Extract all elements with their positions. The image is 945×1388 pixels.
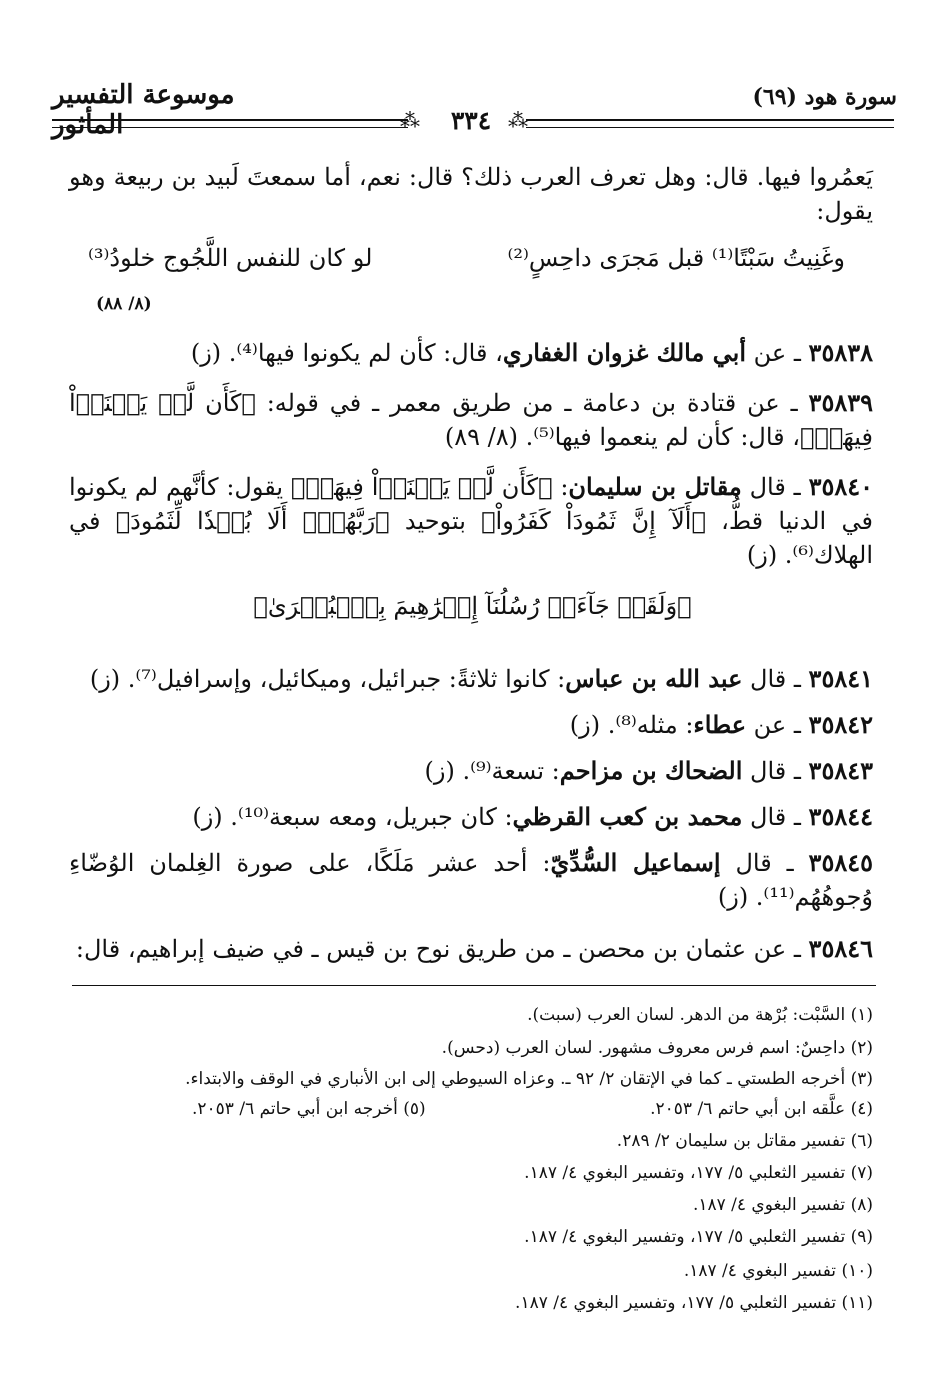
poem-hemistich-second: لو كان للنفس اللَّجُوج خلودُ⁽³⁾: [88, 244, 373, 272]
entry-text: : مثله⁽⁸⁾. (ز): [569, 711, 694, 739]
narrator-name: إسماعيل السُّدِّيّ: [550, 848, 721, 877]
entry-number: ٣٥٨٤٥: [808, 848, 873, 877]
footnote-9: (٩) تفسير الثعلبي ٥/ ١٧٧، وتفسير البغوي ٤/ ١٨٧.: [524, 1227, 873, 1247]
header-ornament-left: ⁂: [400, 108, 420, 132]
entry-text: : كان جبريل، ومعه سبعة⁽¹⁰⁾. (ز): [192, 803, 513, 831]
entry-35843: [69, 754, 873, 788]
page-number: ٣٣٤: [450, 106, 492, 135]
header-rule-left: [52, 119, 408, 128]
entry-intro: ـ قال: [720, 849, 809, 877]
footnote-8: (٨) تفسير البغوي ٤/ ١٨٧.: [692, 1195, 873, 1215]
poem-hemistich-first: وغَنِيتُ سَبْتًا⁽¹⁾ قبل مَجرَى داحِسٍ⁽²⁾: [507, 244, 845, 272]
entry-intro: ـ قال: [742, 803, 809, 831]
surah-title: سورة هود (٦٩): [752, 84, 897, 110]
entry-intro: ـ قال: [742, 665, 809, 693]
footnote-divider: [72, 985, 876, 986]
footnote-7: (٧) تفسير الثعلبي ٥/ ١٧٧، وتفسير البغوي ٤/ ١٨٧.: [524, 1163, 873, 1183]
footnote-11: (١١) تفسير الثعلبي ٥/ ١٧٧، وتفسير البغوي ٤/ ١٨٧.: [515, 1293, 873, 1313]
footnote-4: (٤) علَّقه ابن أبي حاتم ٦/ ٢٠٥٣.: [650, 1099, 873, 1119]
entry-text: عثمان بن محصن ـ من طريق نوح بن قيس ـ في ضيف إبراهيم، قال:: [75, 935, 747, 963]
footnote-5: (٥) أخرجه ابن أبي حاتم ٦/ ٢٠٥٣.: [192, 1099, 426, 1119]
entry-35846: [69, 932, 873, 966]
poem-reference: (٨/ ٨٨): [96, 294, 152, 314]
narrator-name: مقاتل بن سليمان: [568, 472, 742, 501]
entry-text: قتادة بن دعامة ـ من طريق معمر ـ في قوله: ﴿كَأَن لَّمۡ يَغۡنَوۡاْ فِيهَآۗ﴾، قال: كأن لم ينعموا فيها⁽⁵⁾. (٨/ ٨٩): [69, 389, 873, 451]
entry-intro: ـ عن: [746, 935, 809, 963]
entry-text: : كانوا ثلاثةً: جبرائيل، وميكائيل، وإسرافيل⁽⁷⁾. (ز): [89, 665, 566, 693]
entry-35839: [69, 386, 873, 454]
footnote-6: (٦) تفسير مقاتل بن سليمان ٢/ ٢٨٩.: [616, 1131, 873, 1151]
narrator-name: عبد الله بن عباس: [565, 664, 743, 693]
entry-35840: [69, 470, 873, 572]
entry-35842: [69, 708, 873, 742]
entry-number: ٣٥٨٤٤: [808, 802, 873, 831]
entry-text: : تسعة⁽⁹⁾. (ز): [424, 757, 560, 785]
narrator-name: محمد بن كعب القرظي: [512, 802, 743, 831]
verse-heading: ﴿وَلَقَدۡ جَآءَتۡ رُسُلُنَآ إِبۡرَٰهِيمَ بِٱلۡبُشۡرَىٰ﴾: [253, 592, 692, 620]
footnote-1: (١) السَّبْت: بُرْهة من الدهر. لسان العرب (سبت).: [527, 1005, 873, 1025]
entry-intro: ـ قال: [742, 757, 809, 785]
entry-35838: [69, 336, 873, 370]
narrator-name: أبي مالك غزوان الغفاري: [502, 338, 747, 367]
narrator-name: الضحاك بن مزاحم: [559, 756, 743, 785]
footnote-2: (٢) داحِسٌ: اسم فرس معروف مشهور. لسان العرب (دحس).: [441, 1038, 873, 1058]
entry-text: ، قال: كأن لم يكونوا فيها⁽⁴⁾. (ز): [190, 339, 503, 367]
entry-intro: ـ عن: [746, 339, 809, 367]
entry-number: ٣٥٨٤٦: [808, 934, 873, 963]
entry-text: : أحد عشر مَلَكًا، على صورة الغِلمان الوُضّاءِ وُجوهُهُم⁽¹¹⁾. (ز): [69, 849, 873, 911]
footnote-10: (١٠) تفسير البغوي ٤/ ١٨٧.: [683, 1261, 873, 1281]
entry-number: ٣٥٨٣٩: [808, 388, 873, 417]
header-rule-right: [526, 119, 894, 128]
intro-paragraph: يَعمُروا فيها. قال: وهل تعرف العرب ذلك؟ قال: نعم، أما سمعتَ لَبيد بن ربيعة وهو يقول:: [69, 163, 873, 225]
entry-number: ٣٥٨٤٢: [808, 710, 873, 739]
entry-35845: [69, 846, 873, 914]
entry-number: ٣٥٨٣٨: [808, 338, 873, 367]
entry-intro: ـ عن: [736, 389, 809, 417]
entry-number: ٣٥٨٤١: [808, 664, 873, 693]
footnote-3: (٣) أخرجه الطستي ـ كما في الإتقان ٢/ ٩٢ ـ. وعزاه السيوطي إلى ابن الأنباري في الوقف والابتداء.: [185, 1069, 873, 1089]
entry-35844: [69, 800, 873, 834]
entry-35841: [69, 662, 873, 696]
narrator-name: عطاء: [693, 710, 747, 739]
entry-intro: ـ قال: [741, 473, 809, 501]
entry-number: ٣٥٨٤٠: [808, 472, 874, 501]
header-ornament-right: ⁂: [508, 108, 528, 132]
entry-text: : ﴿كَأَن لَّمۡ يَغۡنَوۡاْ فِيهَآۗ﴾ يقول: كأنَّهم لم يكونوا في الدنيا قطُّ، ﴿أَلَآ إِنَّ ثَمُودَاْ كَفَرُواْ﴾ بتوحيد ﴿رَبَّهُمۡۗ أَلَا بُعۡدٗا لِّثَمُودَ﴾ في الهلاك⁽⁶⁾. (ز): [69, 473, 873, 569]
book-title: موسوعة التفسير المأثور: [52, 80, 235, 140]
entry-number: ٣٥٨٤٣: [808, 756, 873, 785]
entry-intro: ـ عن: [746, 711, 809, 739]
